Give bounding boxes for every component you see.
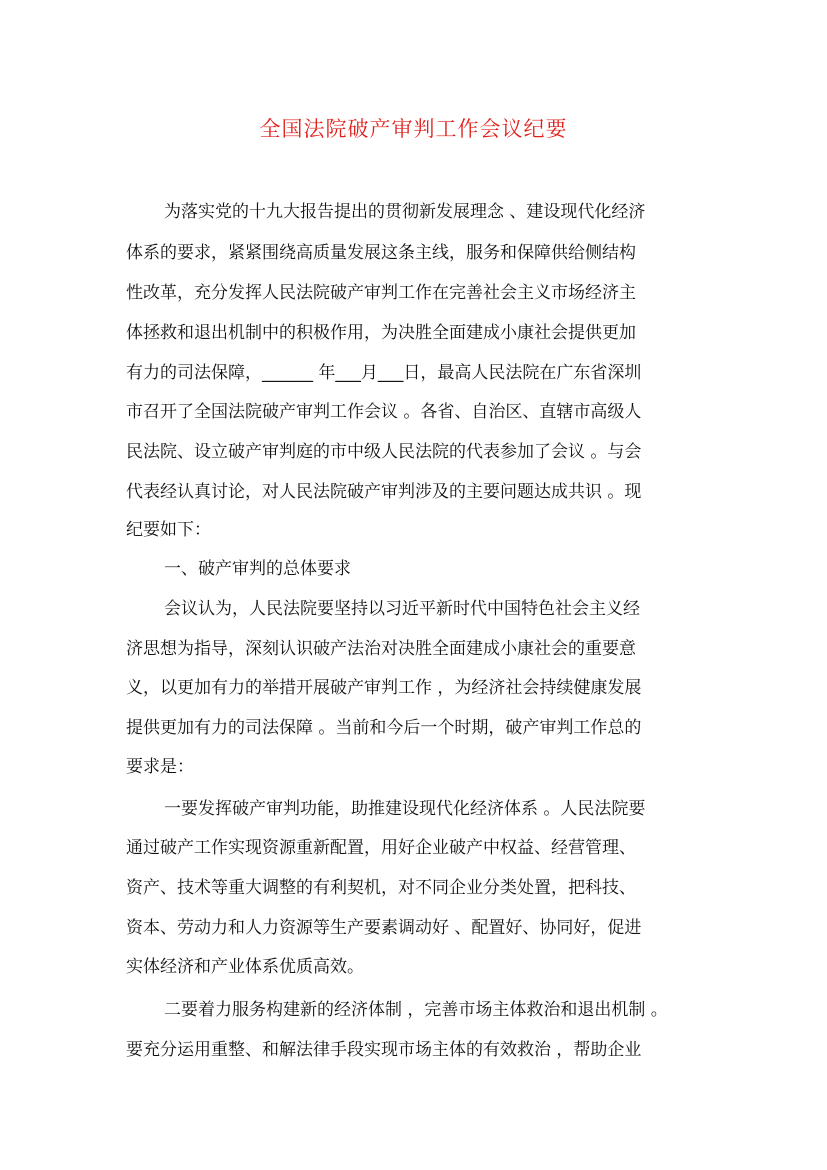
paragraph-line: 资本、劳动力和人力资源等生产要素调动好 、配置好、协同好，促进 xyxy=(126,918,642,938)
paragraph-line: 义，以更加有力的举措开展破产审判工作 ，为经济社会持续健康发展 xyxy=(126,678,642,698)
paragraph-line: 一要发挥破产审判功能，助推建设现代化经济体系 。人民法院要 xyxy=(164,799,646,819)
section-heading: 一、破产审判的总体要求 xyxy=(164,559,351,579)
paragraph-line: 体系的要求，紧紧围绕高质量发展这条主线，服务和保障供给侧结构 xyxy=(126,243,636,263)
paragraph-line: 要充分运用重整、和解法律手段实现市场主体的有效救治 ，帮助企业 xyxy=(126,1040,642,1060)
paragraph-line: 性改革，充分发挥人民法院破产审判工作在完善社会主义市场经济主 xyxy=(126,283,636,303)
paragraph-line: 纪要如下： xyxy=(126,520,211,540)
paragraph-line: 二要着力服务构建新的经济体制 ，完善市场主体救治和退出机制 。 xyxy=(164,1000,668,1020)
paragraph-line: 为落实党的十九大报告提出的贯彻新发展理念 、建设现代化经济 xyxy=(164,202,646,222)
paragraph-line: 资产、技术等重大调整的有利契机，对不同企业分类处置，把科技、 xyxy=(126,878,636,898)
document-title: 全国法院破产审判工作会议纪要 xyxy=(259,117,568,141)
paragraph-line: 提供更加有力的司法保障 。当前和今后一个时期，破产审判工作总的 xyxy=(126,718,642,738)
paragraph-line: 市召开了全国法院破产审判工作会议 。各省、自治区、直辖市高级人 xyxy=(126,402,642,422)
paragraph-line: 要求是： xyxy=(126,757,194,777)
paragraph-line: 民法院、设立破产审判庭的市中级人民法院的代表参加了会议 。与会 xyxy=(126,442,642,462)
paragraph-line: 有力的司法保障，______ 年___月___日，最高人民法院在广东省深圳 xyxy=(126,363,642,383)
paragraph-line: 会议认为，人民法院要坚持以习近平新时代中国特色社会主义经 xyxy=(164,599,640,619)
paragraph-line: 济思想为指导，深刻认识破产法治对决胜全面建成小康社会的重要意 xyxy=(126,639,636,659)
paragraph-line: 代表经认真讨论，对人民法院破产审判涉及的主要问题达成共识 。现 xyxy=(126,482,642,502)
paragraph-line: 通过破产工作实现资源重新配置，用好企业破产中权益、经营管理、 xyxy=(126,838,636,858)
paragraph-line: 实体经济和产业体系优质高效。 xyxy=(126,957,364,977)
paragraph-line: 体拯救和退出机制中的积极作用，为决胜全面建成小康社会提供更加 xyxy=(126,323,636,343)
